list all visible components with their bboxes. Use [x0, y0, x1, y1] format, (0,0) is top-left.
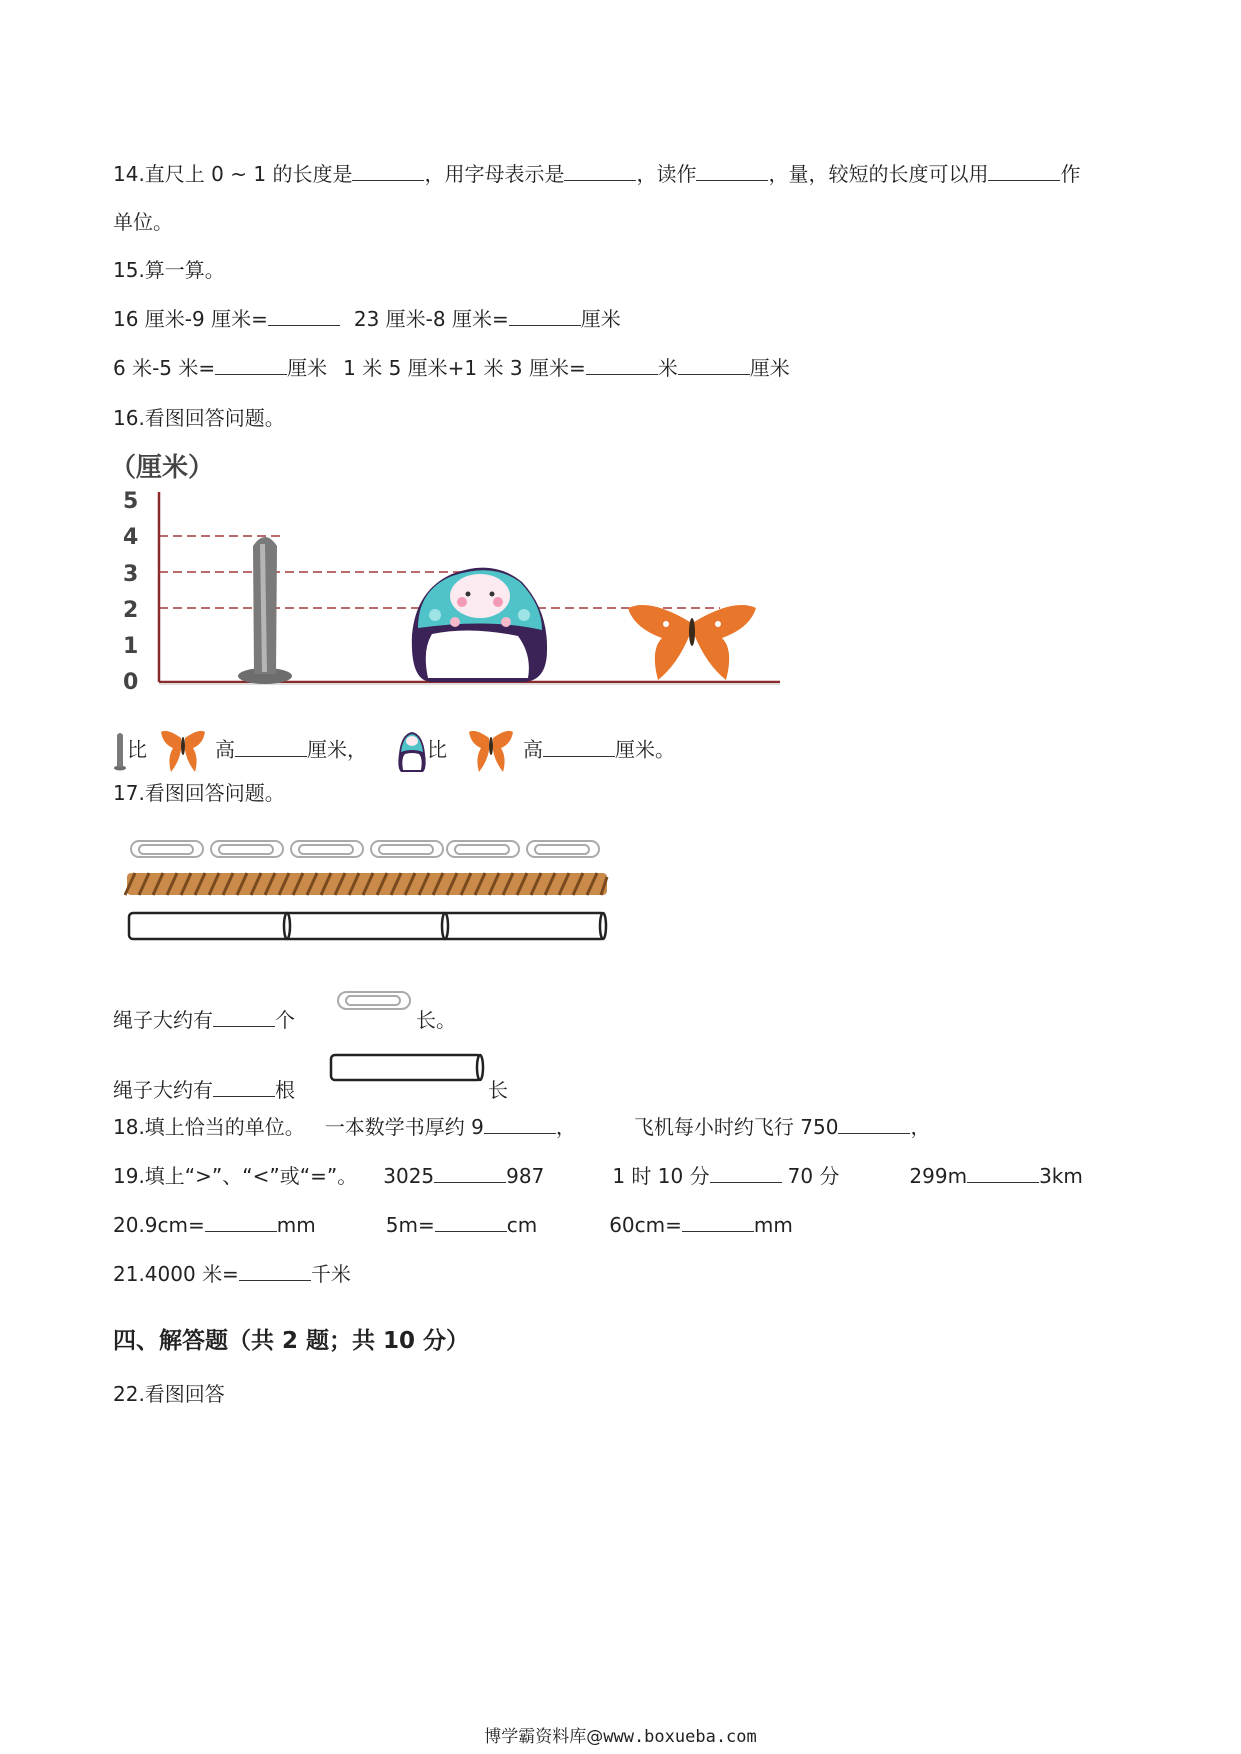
q17-l1-measure: 个 [275, 1008, 295, 1032]
q19-a-right: 987 [506, 1164, 545, 1188]
q21-unit: 千米 [310, 1262, 351, 1286]
q16-gao-2: 高 [523, 737, 543, 762]
q16-title: 16.看图回答问题。 [113, 406, 285, 430]
q14-blank-2[interactable] [564, 162, 636, 181]
q18-plane: 飞机每小时约飞行 750 [633, 1115, 839, 1139]
q16-tick-2: 2 [123, 598, 139, 623]
q16-tick-0: 0 [123, 670, 139, 695]
q15-b1-unit: 厘米 [287, 356, 328, 380]
q16-butterfly-icon [628, 605, 756, 680]
q15-b2: 1 米 5 厘米+1 米 3 厘米= [343, 356, 586, 380]
q15-a1: 16 厘米-9 厘米= [113, 307, 268, 331]
q19-c-right: 3km [1039, 1164, 1083, 1188]
q20-blank-a[interactable] [205, 1213, 277, 1232]
page-footer [0, 1722, 1241, 1747]
q17-line1 [113, 1006, 295, 1034]
q18-title: 18.填上恰当的单位。 [113, 1115, 305, 1139]
q19-title: 19.填上“>”、“<”或“=”。 [113, 1164, 358, 1188]
q17-l2-end: 长 [488, 1078, 508, 1102]
q16-answer-line [113, 728, 675, 774]
q16-tick-4: 4 [123, 525, 139, 550]
q18-book: 一本数学书厚约 9 [324, 1115, 484, 1139]
q20-line [113, 1211, 793, 1239]
q14-text-2: ，用字母表示是 [424, 162, 565, 186]
q14-blank-4[interactable] [988, 162, 1060, 181]
q14-text-3: ，读作 [636, 162, 697, 186]
q20-a-unit: mm [276, 1213, 316, 1237]
q15-blank-b2a[interactable] [586, 356, 658, 375]
q14-line1 [113, 160, 1080, 188]
paperclip-icon [335, 988, 415, 1014]
q18-comma-1: ， [555, 1115, 576, 1139]
q17-l1-end: 长。 [416, 1008, 456, 1032]
q19-b-right: 70 分 [787, 1164, 840, 1188]
butterfly-icon [467, 728, 515, 774]
q16-blank-2[interactable] [543, 738, 615, 757]
q14-blank-1[interactable] [352, 162, 424, 181]
q19-blank-b[interactable] [710, 1164, 782, 1183]
q19-blank-c[interactable] [967, 1164, 1039, 1183]
q20-blank-b[interactable] [435, 1213, 507, 1232]
q17-l2-text: 绳子大约有 [113, 1078, 213, 1102]
doll-icon [397, 728, 427, 774]
footer-url[interactable]: www.boxueba.com [603, 1727, 757, 1747]
q21-left: 21.4000 米= [113, 1262, 239, 1286]
tube-icon [328, 1052, 488, 1084]
q16-blank-1[interactable] [235, 738, 307, 757]
q15-a2: 23 厘米-8 厘米= [353, 307, 509, 331]
q15-blank-b2b[interactable] [678, 356, 750, 375]
q18-line [113, 1113, 930, 1141]
q21-line [113, 1260, 351, 1288]
q16-gao-1: 高 [215, 737, 235, 762]
q17-blank-1[interactable] [213, 1008, 275, 1027]
q17-title: 17.看图回答问题。 [113, 781, 285, 805]
q20-b-left: 5m= [385, 1213, 435, 1237]
q16-height-chart [110, 450, 800, 695]
q17-tube-row [129, 913, 606, 939]
q22-title: 22.看图回答 [113, 1382, 225, 1406]
q21-blank[interactable] [239, 1262, 311, 1281]
q16-pole-icon [238, 537, 292, 684]
q16-tick-5: 5 [123, 489, 139, 514]
q15-blank-a2[interactable] [509, 307, 581, 326]
q20-c-unit: mm [753, 1213, 793, 1237]
butterfly-icon [159, 728, 207, 774]
q16-unit-1: 厘米， [307, 737, 367, 762]
q14-blank-3[interactable] [696, 162, 768, 181]
q19-c-left: 299m [909, 1164, 968, 1188]
q19-blank-a[interactable] [434, 1164, 506, 1183]
q20-blank-c[interactable] [682, 1213, 754, 1232]
q18-blank-2[interactable] [838, 1115, 910, 1134]
q15-b2-unit1: 米 [657, 356, 678, 380]
q16-doll-icon [412, 568, 547, 682]
pole-icon [113, 731, 127, 771]
q16-unit-2: 厘米。 [615, 737, 675, 762]
q17-l1-text: 绳子大约有 [113, 1008, 213, 1032]
q15-b1: 6 米-5 米= [113, 356, 216, 380]
q16-tick-1: 1 [123, 634, 139, 659]
q16-bi-2: 比 [427, 737, 447, 762]
q17-line2 [113, 1076, 295, 1104]
q14-line2: 单位。 [113, 210, 173, 234]
q15-blank-b1[interactable] [215, 356, 287, 375]
q15-a2-unit: 厘米 [580, 307, 621, 331]
q15-title: 15.算一算。 [113, 258, 225, 282]
q18-comma-2: ， [910, 1115, 931, 1139]
q14-text-5: 作 [1060, 162, 1081, 186]
q17-rope [125, 873, 607, 895]
q15-line2 [113, 354, 790, 382]
q20-c-left: 60cm= [609, 1213, 682, 1237]
q19-b-left: 1 时 10 分 [612, 1164, 710, 1188]
q17-paperclip-row [131, 841, 599, 857]
q14-text-4: ，量，较短的长度可以用 [768, 162, 989, 186]
q16-bi-1: 比 [127, 737, 147, 762]
q17-l2-measure: 根 [275, 1078, 295, 1102]
q17-blank-2[interactable] [213, 1078, 275, 1097]
section-four-heading: 四、解答题（共 2 题；共 10 分） [113, 1328, 470, 1354]
q19-a-left: 3025 [383, 1164, 435, 1188]
q16-tick-3: 3 [123, 562, 139, 587]
q20-b-unit: cm [506, 1213, 538, 1237]
q14-text-1: 14.直尺上 0 ~ 1 的长度是 [113, 162, 353, 186]
q15-b2-unit2: 厘米 [749, 356, 790, 380]
q15-blank-a1[interactable] [268, 307, 340, 326]
q16-unit-label: （厘米） [110, 453, 215, 483]
q17-measure-figure [125, 835, 625, 950]
q19-line [113, 1162, 1083, 1190]
q20-a-left: 20.9cm= [113, 1213, 205, 1237]
footer-site-name: 博学霸资料库@ [484, 1727, 604, 1747]
q15-line1 [113, 305, 621, 333]
q18-blank-1[interactable] [484, 1115, 556, 1134]
